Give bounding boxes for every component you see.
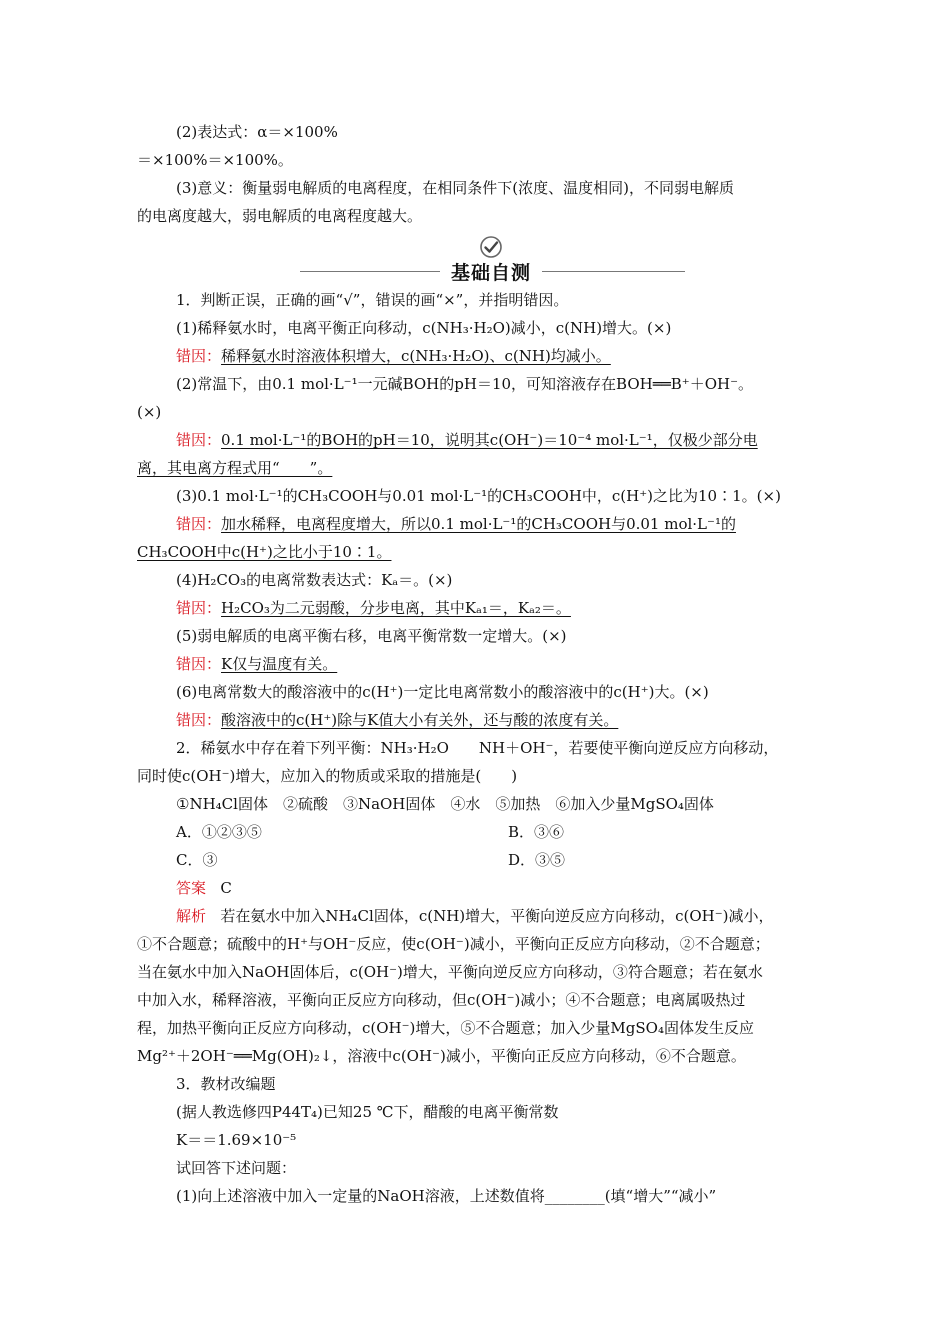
section-divider-right	[542, 271, 685, 272]
reason-text: H₂CO₃为二元弱酸，分步电离，其中Kₐ₁＝，Kₐ₂＝。	[221, 599, 571, 617]
q1-item-3-reason-cont: CH₃COOH中c(H⁺)之比小于10∶1。	[137, 543, 392, 561]
q2-analysis-line-5: 程，加热平衡向正反应方向移动，c(OH⁻)增大，⑤不合题意；加入少量MgSO₄固体发生反应	[137, 1019, 754, 1037]
q2-option-d: D．③⑤	[508, 851, 566, 869]
analysis-label: 解析	[176, 907, 207, 925]
q1-item-1: (1)稀释氨水时，电离平衡正向移动，c(NH₃·H₂O)减小，c(NH)增大。(×)	[176, 319, 672, 337]
reason-text: 0.1 mol·L⁻¹的BOH的pH＝10，说明其c(OH⁻)＝10⁻⁴ mol·L⁻¹，仅极少部分电	[221, 431, 758, 449]
error-label: 错因：	[176, 431, 222, 449]
q2-measures: ①NH₄Cl固体 ②硫酸 ③NaOH固体 ④水 ⑤加热 ⑥加入少量MgSO₄固体	[176, 795, 714, 813]
q2-option-b: B．③⑥	[508, 823, 565, 841]
q1-item-4: (4)H₂CO₃的电离常数表达式：Kₐ＝。(×)	[176, 571, 453, 589]
q1-item-2-verdict: (×)	[137, 403, 162, 421]
q3-part-1: (1)向上述溶液中加入一定量的NaOH溶液，上述数值将________(填“增大”“减小”	[176, 1187, 717, 1205]
q2-analysis-line-4: 中加入水，稀释溶液，平衡向正反应方向移动，但c(OH⁻)减小；④不合题意；电离属吸热过	[137, 991, 746, 1009]
q2-analysis-line-2: ①不合题意；硫酸中的H⁺与OH⁻反应，使c(OH⁻)减小，平衡向正反应方向移动，②不合题意；	[137, 935, 770, 953]
reason-text: 稀释氨水时溶液体积增大，c(NH₃·H₂O)、c(NH)均减小。	[221, 347, 611, 365]
meaning-line-2: 的电离度越大，弱电解质的电离程度越大。	[137, 207, 423, 225]
q1-item-2-reason	[176, 430, 758, 452]
q1-item-1-reason	[176, 346, 611, 368]
error-label: 错因：	[176, 599, 222, 617]
analysis-text: 若在氨水中加入NH₄Cl固体，c(NH)增大，平衡向逆反应方向移动，c(OH⁻)减小，	[220, 907, 774, 925]
error-label: 错因：	[176, 515, 222, 533]
expression-line-2: ＝×100%＝×100%。	[137, 151, 293, 169]
answer-value: C	[220, 879, 232, 897]
error-label: 错因：	[176, 711, 222, 729]
q2-analysis-line-3: 当在氨水中加入NaOH固体后，c(OH⁻)增大，平衡向逆反应方向移动，③符合题意；若在氨水	[137, 963, 763, 981]
q2-stem: 2．稀氨水中存在着下列平衡：NH₃·H₂O NH＋OH⁻，若要使平衡向逆反应方向移动，	[176, 739, 779, 757]
q3-stem: 3．教材改编题	[176, 1075, 276, 1093]
meaning-line-1: (3)意义：衡量弱电解质的电离程度，在相同条件下(浓度、温度相同)，不同弱电解质	[176, 179, 734, 197]
expression-line-1: (2)表达式：α＝×100%	[176, 123, 338, 141]
error-label: 错因：	[176, 347, 222, 365]
q3-k-value: K＝＝1.69×10⁻⁵	[176, 1131, 297, 1149]
q2-analysis-line-1	[176, 906, 774, 928]
q2-option-a: A．①②③⑤	[176, 823, 262, 841]
q1-item-6: (6)电离常数大的酸溶液中的c(H⁺)一定比电离常数小的酸溶液中的c(H⁺)大。(×)	[176, 683, 709, 701]
q3-prompt: 试回答下述问题：	[176, 1159, 297, 1177]
q1-item-2-reason-cont: 离，其电离方程式用“ ”。	[137, 459, 333, 477]
q1-item-3: (3)0.1 mol·L⁻¹的CH₃COOH与0.01 mol·L⁻¹的CH₃COOH中，c(H⁺)之比为10∶1。(×)	[176, 487, 781, 505]
q1-item-5-reason	[176, 654, 337, 676]
q2-stem-cont: 同时使c(OH⁻)增大，应加入的物质或采取的措施是( )	[137, 767, 518, 785]
q2-option-c: C．③	[176, 851, 218, 869]
q2-analysis-line-6: Mg²⁺＋2OH⁻══Mg(OH)₂↓，溶液中c(OH⁻)减小，平衡向正反应方向移动，⑥不合题意。	[137, 1047, 746, 1065]
q1-item-2: (2)常温下，由0.1 mol·L⁻¹一元碱BOH的pH＝10，可知溶液存在BOH══B⁺＋OH⁻。	[176, 375, 754, 393]
q1-item-5: (5)弱电解质的电离平衡右移，电离平衡常数一定增大。(×)	[176, 627, 567, 645]
error-label: 错因：	[176, 655, 222, 673]
q1-item-6-reason	[176, 710, 618, 732]
reason-text: 加水稀释，电离程度增大，所以0.1 mol·L⁻¹的CH₃COOH与0.01 mol·L⁻¹的	[221, 515, 736, 533]
reason-text: K仅与温度有关。	[221, 655, 338, 673]
q2-answer	[176, 878, 232, 900]
section-title: 基础自测	[450, 262, 531, 284]
q1-item-4-reason	[176, 598, 571, 620]
answer-label: 答案	[176, 879, 207, 897]
q1-stem: 1．判断正误，正确的画“√”，错误的画“×”，并指明错因。	[176, 291, 569, 309]
q1-item-3-reason	[176, 514, 736, 536]
section-divider-left	[300, 271, 440, 272]
q3-source: (据人教选修四P44T₄)已知25 ℃下，醋酸的电离平衡常数	[176, 1103, 559, 1121]
reason-text: 酸溶液中的c(H⁺)除与K值大小有关外，还与酸的浓度有关。	[221, 711, 619, 729]
